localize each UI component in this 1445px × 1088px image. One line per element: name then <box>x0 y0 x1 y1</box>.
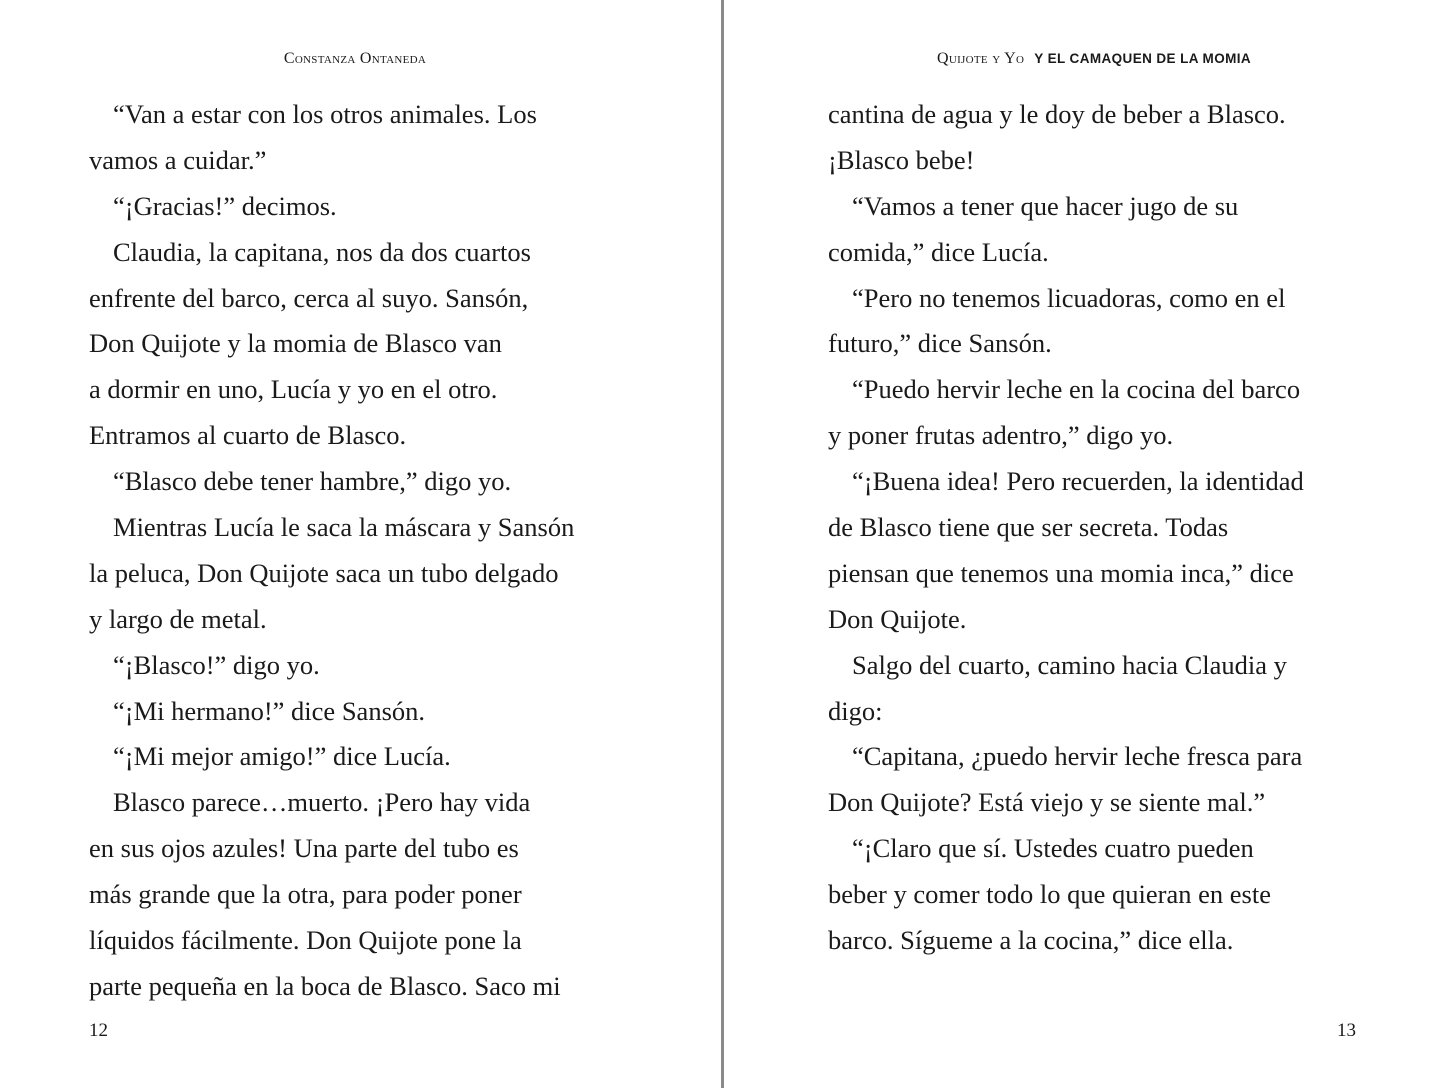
text-line: beber y comer todo lo que quieran en este <box>828 879 1271 910</box>
text-line: “¡Gracias!” decimos. <box>113 190 337 221</box>
text-line: “Blasco debe tener hambre,” digo yo. <box>113 466 512 497</box>
text-line: Salgo del cuarto, camino hacia Claudia y <box>852 649 1287 680</box>
text-line: enfrente del barco, cerca al suyo. Sansón, <box>89 282 529 313</box>
text-line: Don Quijote. <box>828 603 967 634</box>
text-line: la peluca, Don Quijote saca un tubo delgado <box>89 557 559 588</box>
text-line: “¡Mi hermano!” dice Sansón. <box>113 695 426 726</box>
text-line: comida,” dice Lucía. <box>828 236 1049 267</box>
text-line: Blasco parece…muerto. ¡Pero hay vida <box>113 787 531 818</box>
text-line: líquidos fácilmente. Don Quijote pone la <box>89 925 522 956</box>
text-line: “Pero no tenemos licuadoras, como en el <box>852 282 1286 313</box>
running-head-book-title: Y EL CAMAQUEN DE LA MOMIA <box>1034 51 1252 66</box>
text-line: Mientras Lucía le saca la máscara y Sansón <box>113 512 575 543</box>
text-line: y largo de metal. <box>89 603 267 634</box>
text-line: “¡Blasco!” digo yo. <box>113 649 320 680</box>
text-line: vamos a cuidar.” <box>89 144 267 175</box>
right-page-body <box>828 92 1304 964</box>
text-line: más grande que la otra, para poder poner <box>89 879 522 910</box>
text-line: y poner frutas adentro,” digo yo. <box>828 420 1174 451</box>
text-line: cantina de agua y le doy de beber a Blasco. <box>828 99 1286 129</box>
text-line: “¡Buena idea! Pero recuerden, la identidad <box>852 466 1304 497</box>
text-line: ¡Blasco bebe! <box>828 144 975 175</box>
text-line: digo: <box>828 695 883 726</box>
text-line: futuro,” dice Sansón. <box>828 328 1052 359</box>
text-line: parte pequeña en la boca de Blasco. Saco mi <box>89 970 561 1001</box>
text-line: “Vamos a tener que hacer jugo de su <box>852 190 1239 221</box>
text-line: “Capitana, ¿puedo hervir leche fresca para <box>852 741 1303 772</box>
left-page-body <box>89 92 574 1010</box>
text-line: “¡Mi mejor amigo!” dice Lucía. <box>113 741 451 772</box>
running-head-title <box>937 50 1251 68</box>
text-line: “¡Claro que sí. Ustedes cuatro pueden <box>852 833 1254 864</box>
text-line: Entramos al cuarto de Blasco. <box>89 420 407 451</box>
page-number: 12 <box>89 1020 108 1041</box>
text-line: de Blasco tiene que ser secreta. Todas <box>828 512 1229 543</box>
text-line: a dormir en uno, Lucía y yo en el otro. <box>89 374 498 405</box>
text-line: “Puedo hervir leche en la cocina del barco <box>852 374 1301 405</box>
text-line: Claudia, la capitana, nos da dos cuartos <box>113 236 531 267</box>
right-page <box>725 0 1445 1088</box>
page-number: 13 <box>1337 1020 1356 1041</box>
text-line: en sus ojos azules! Una parte del tubo es <box>89 833 519 864</box>
text-line: piensan que tenemos una momia inca,” dice <box>828 557 1294 588</box>
text-line: Don Quijote y la momia de Blasco van <box>89 328 502 359</box>
running-head-author: Constanza Ontaneda <box>283 50 427 67</box>
text-line: barco. Sígueme a la cocina,” dice ella. <box>828 925 1234 956</box>
running-head-series: Quijote y Yo <box>937 50 1025 67</box>
text-line: Don Quijote? Está viejo y se siente mal.” <box>828 787 1266 818</box>
left-page <box>0 0 721 1088</box>
text-line: “Van a estar con los otros animales. Los <box>113 99 537 129</box>
book-gutter-divider <box>721 0 724 1088</box>
